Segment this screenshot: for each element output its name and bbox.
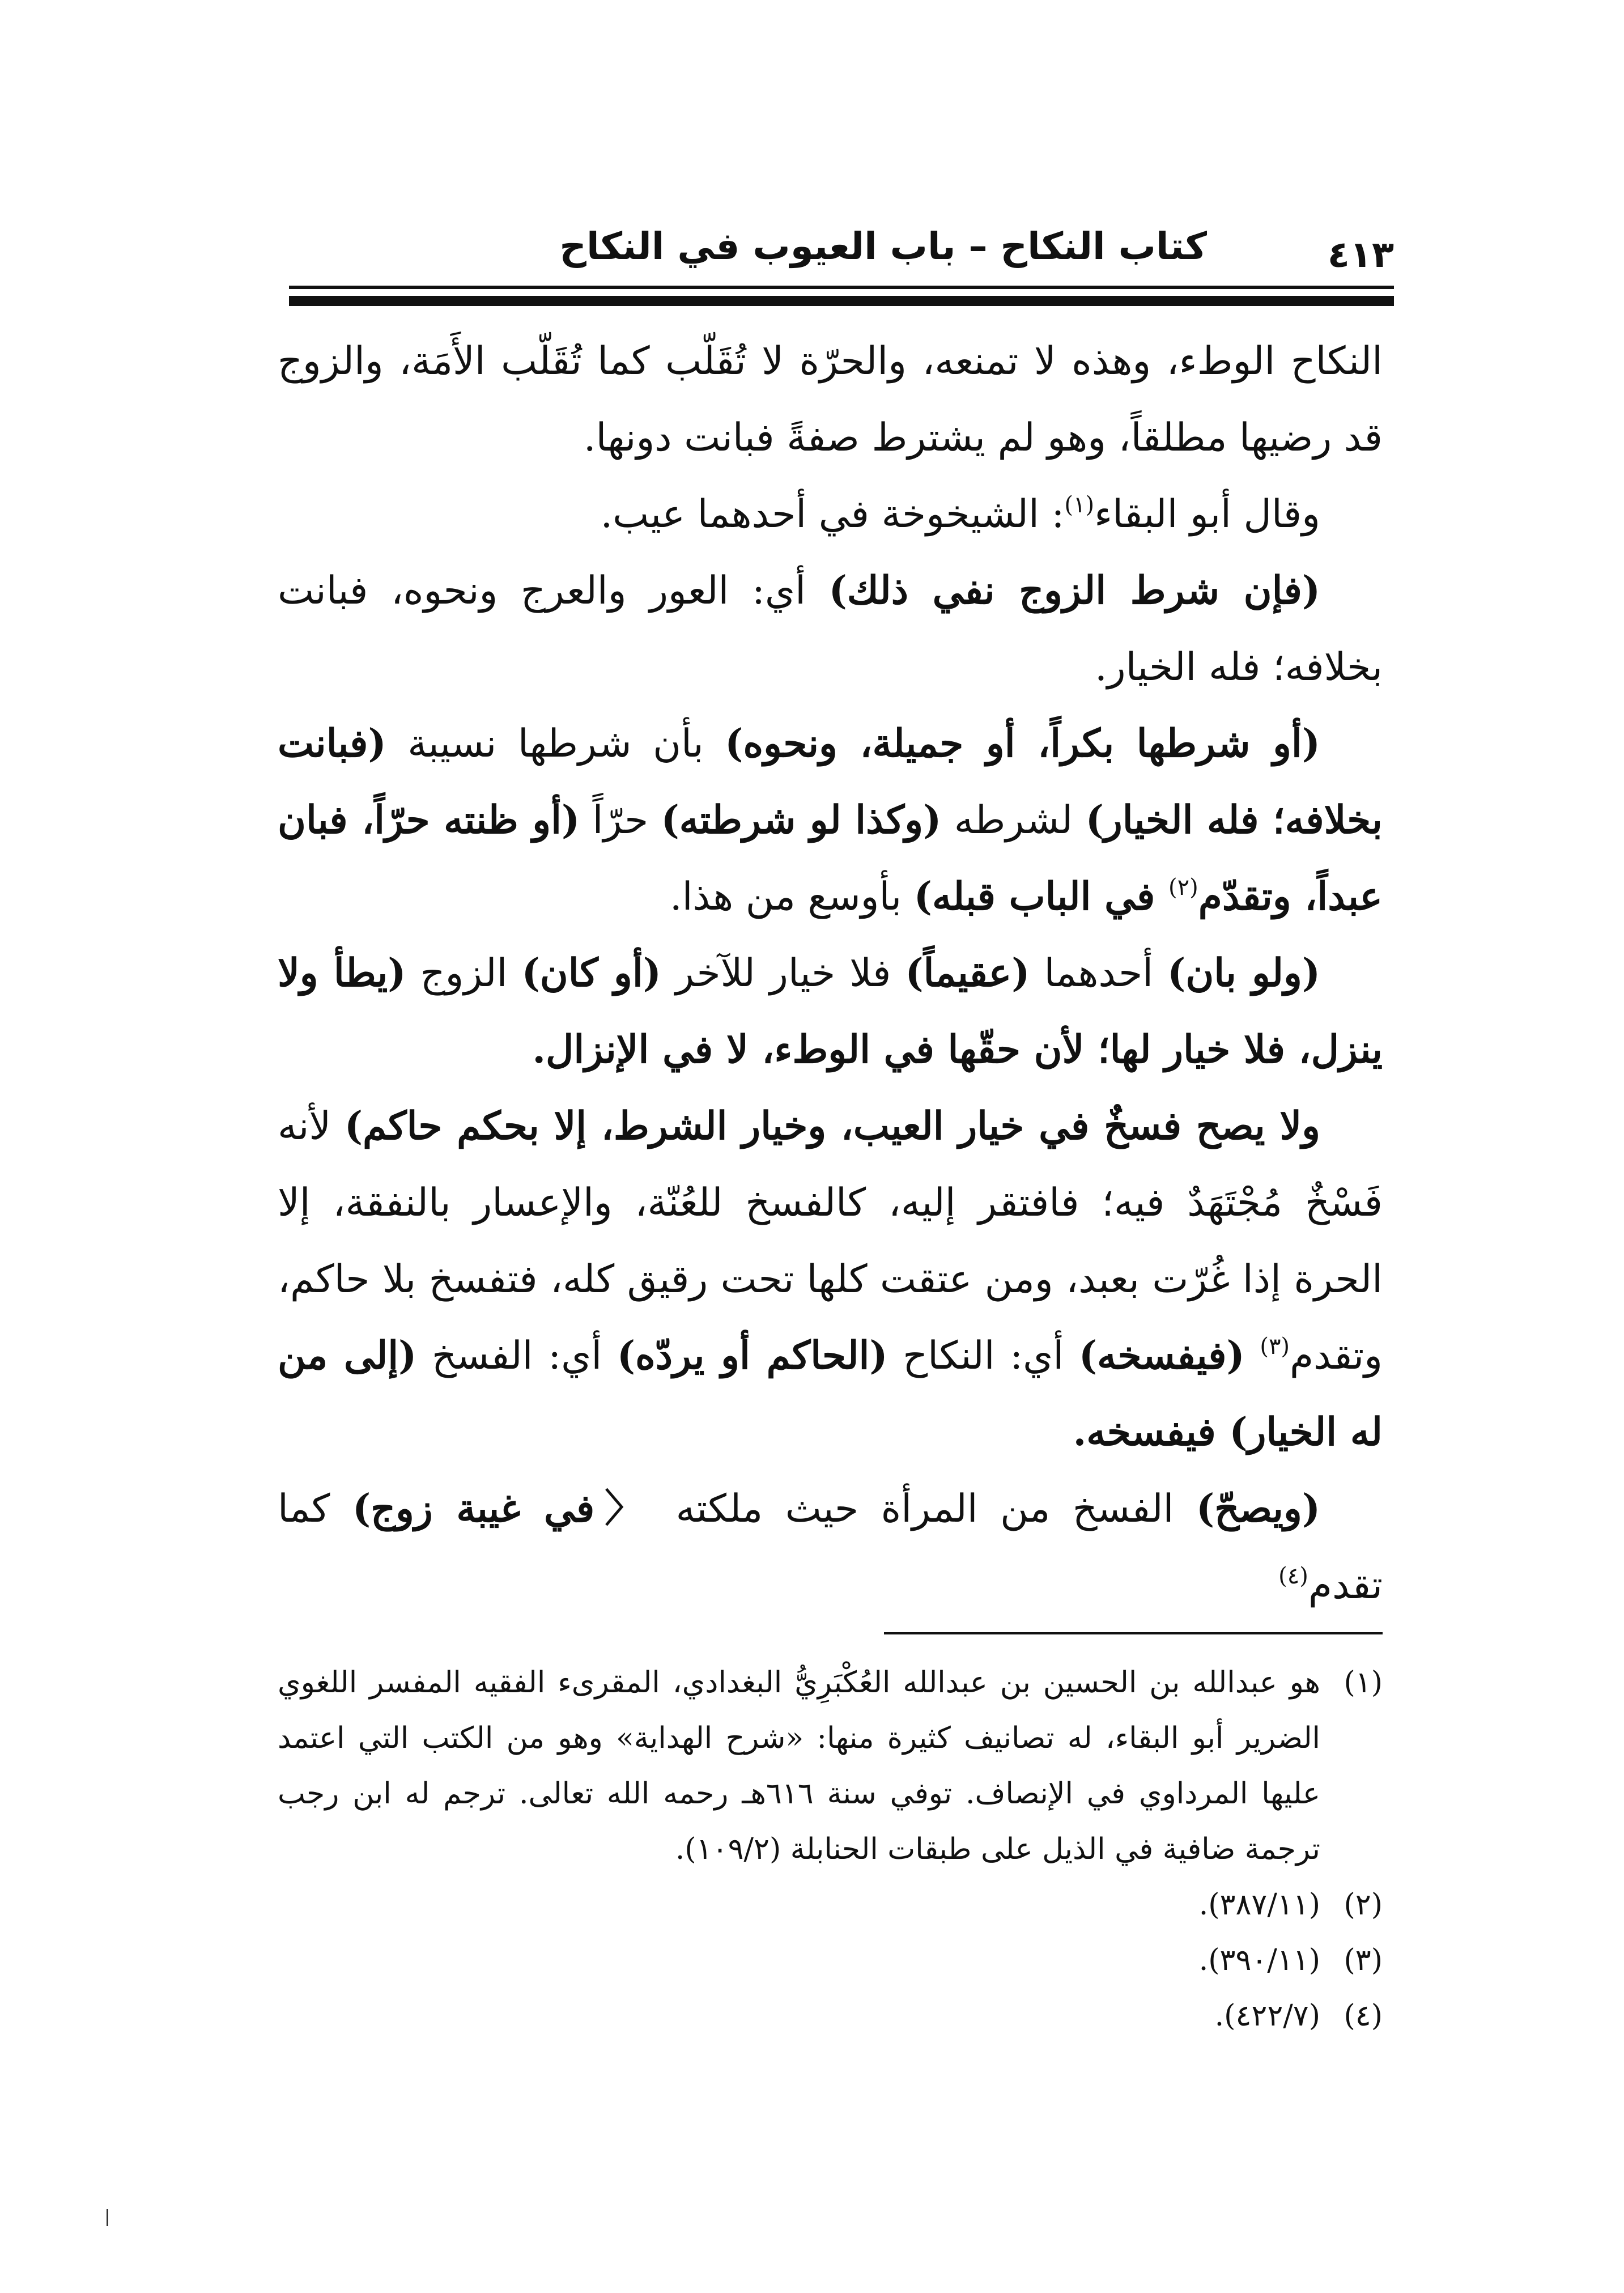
footnote (278, 1655, 1383, 1877)
header-rule-thick (289, 296, 1394, 306)
text-run: أي: النكاح (887, 1334, 1079, 1378)
paragraph (278, 935, 1383, 1088)
footnote-ref[interactable]: (٢) (1168, 874, 1198, 901)
footnote-text: هو عبدالله بن الحسين بن عبدالله العُكْبَرِيُّ البغدادي، المقرىء الفقيه المفسر اللغوي الضرير أبو البقاء، له تصانيف كثيرة منها: «شرح الهداية» وهو من الكتب التي اعتمد عليها المرداوي في الإنصاف. توفي سنة ٦١٦هـ رحمه الله تعالى. ترجم له ابن رجب ترجمة ضافية في الذيل على طبقات الحنابلة (١٠٩/٢). (278, 1666, 1320, 1866)
footnote-text: (٣٩٠/١١). (1198, 1943, 1320, 1977)
text-run (1245, 1334, 1260, 1378)
matn-text: (فيفسخه) (1078, 1333, 1245, 1378)
text-run: لأنه فَسْخٌ مُجْتَهَدٌ فيه؛ فافتقر إليه، كالفسخ للعُنّة، والإعسار بالنفقة، إلا الحرة إذا غُرّت بعبد، ومن عتقت كلها تحت رقيق كله، فتفسخ بلا حاكم، وتقدم (278, 1104, 1383, 1378)
main-text (278, 323, 1383, 1624)
paragraph (278, 323, 1383, 476)
paragraph (278, 1471, 1383, 1624)
footnote-separator (884, 1632, 1383, 1634)
matn-text: في الباب قبله) (913, 874, 1169, 919)
footnote (278, 1877, 1383, 1933)
paragraph (278, 476, 1383, 553)
footnote-number: (٢) (1344, 1888, 1383, 1922)
matn-text: (ويصحّ) (1196, 1486, 1320, 1531)
page-number: ٤١٣ (1327, 234, 1394, 276)
scan-mark (107, 2209, 108, 2226)
footnote-number: (١) (1344, 1666, 1383, 1700)
text-run: حرّاً (580, 798, 661, 843)
text-run: لشرطه (941, 798, 1086, 843)
footnote (278, 1988, 1383, 2044)
chapter-title: كتاب النكاح – باب العيوب في النكاح (559, 224, 1207, 268)
footnote-ref[interactable]: (٤) (1278, 1563, 1308, 1589)
text-run: : الشيخوخة في أحدهما عيب. (600, 492, 1065, 537)
text-run: بأن شرطها نسيبة (386, 721, 725, 766)
matn-text: (ولو بان) (1167, 950, 1320, 996)
text-run: النكاح الوطء، وهذه لا تمنعه، والحرّة لا تُقَلّب كما تُقَلّب الأَمَة، والزوج قد رضيها مطلقاً، وهو لم يشترط صفةً فبانت دونها. (278, 339, 1383, 460)
matn-text: (فإن شرط الزوج نفي ذلك) (828, 568, 1320, 613)
footnote-number: (٣) (1344, 1943, 1383, 1977)
running-header (289, 215, 1394, 283)
paragraph (278, 706, 1383, 935)
matn-text: (أو كان) (521, 950, 661, 996)
footnote-ref[interactable]: (١) (1064, 492, 1095, 518)
footnote-ref[interactable]: (٣) (1260, 1334, 1290, 1360)
paragraph (278, 1088, 1383, 1471)
matn-text: 〈في غيبة زوج) (352, 1486, 654, 1531)
matn-text: (عقيماً) (905, 950, 1030, 996)
matn-text: (فبانت بخلافه؛ فله الخيار) (278, 721, 1383, 843)
text-run: أحدهما (1030, 951, 1168, 996)
text-run: الزوج (406, 951, 522, 996)
footnote-number: (٤) (1344, 1999, 1383, 2033)
text-run: بأوسع من هذا. (670, 874, 914, 919)
footnote-text: (٤٢٢/٧). (1214, 1999, 1320, 2033)
matn-text: (الحاكم أو يردّه) (617, 1333, 888, 1378)
paragraph (278, 553, 1383, 706)
footnote-text: (٣٨٧/١١). (1198, 1888, 1320, 1922)
header-rule-thin (289, 286, 1394, 289)
text-run: أي: العور والعرج ونحوه، فبانت بخلافه؛ فله الخيار. (278, 568, 1383, 690)
matn-text: (إلى من له الخيار) فيفسخه. (278, 1333, 1383, 1455)
matn-text: (أو ظنته حرّاً، فبان عبداً، وتقدّم (278, 797, 1383, 919)
matn-text: ولا يصح فسخٌ في خيار العيب، وخيار الشرط، إلا بحكم حاكم) (344, 1103, 1321, 1149)
text-run: فلا خيار للآخر (661, 951, 905, 996)
matn-text: (وكذا لو شرطته) (661, 797, 942, 843)
text-run: وقال أبو البقاء (1094, 492, 1320, 537)
text-run: أي: الفسخ (416, 1334, 617, 1378)
matn-text: (يطأ ولا ينزل، فلا خيار لها؛ لأن حقّها في الوطء، لا في الإنزال. (278, 950, 1383, 1072)
text-run: الفسخ من المرأة حيث ملكته (653, 1487, 1197, 1531)
footnote (278, 1933, 1383, 1988)
text-run: كما تقدم (278, 1487, 1383, 1608)
matn-text: (أو شرطها بكراً، أو جميلة، ونحوه) (725, 721, 1320, 766)
footnotes (278, 1655, 1383, 2044)
